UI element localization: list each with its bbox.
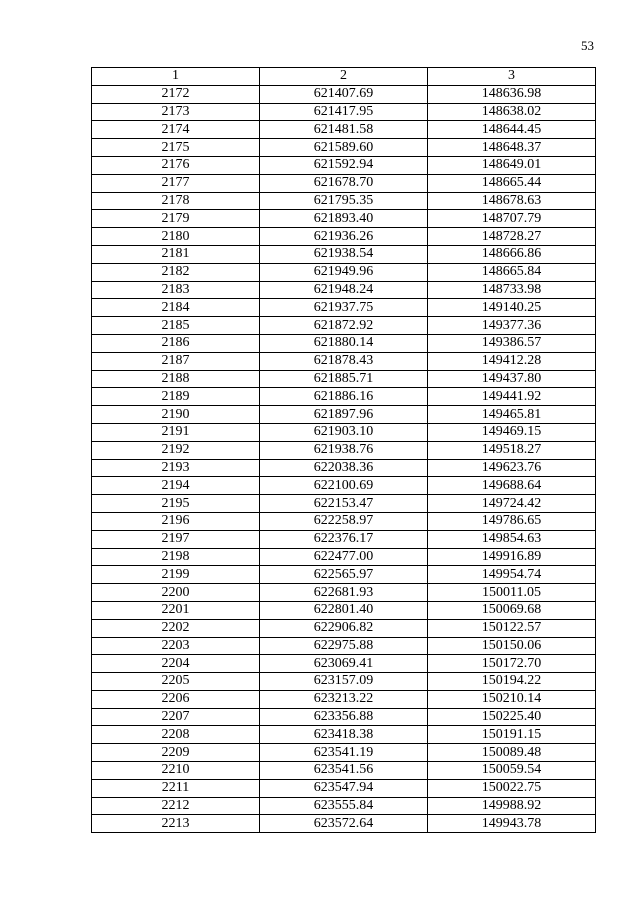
y-coordinate-cell: 148733.98 [428,281,596,299]
y-coordinate-cell: 150191.15 [428,726,596,744]
table-row [92,103,596,121]
x-coordinate-cell: 621893.40 [260,210,428,228]
table-row [92,317,596,335]
point-number-cell: 2206 [92,690,260,708]
y-coordinate-cell: 150210.14 [428,690,596,708]
table-row [92,352,596,370]
table-row [92,495,596,513]
column-header-1: 1 [92,68,260,86]
x-coordinate-cell: 623157.09 [260,673,428,691]
table-row [92,299,596,317]
y-coordinate-cell: 148665.84 [428,263,596,281]
page-number: 53 [581,38,594,53]
point-number-cell: 2204 [92,655,260,673]
point-number-cell: 2181 [92,245,260,263]
y-coordinate-cell: 148678.63 [428,192,596,210]
x-coordinate-cell: 621880.14 [260,334,428,352]
y-coordinate-cell: 149954.74 [428,566,596,584]
table-row [92,85,596,103]
x-coordinate-cell: 622153.47 [260,495,428,513]
table-row [92,815,596,833]
table-row [92,797,596,815]
point-number-cell: 2178 [92,192,260,210]
x-coordinate-cell: 623547.94 [260,779,428,797]
y-coordinate-cell: 148644.45 [428,121,596,139]
point-number-cell: 2182 [92,263,260,281]
y-coordinate-cell: 149786.65 [428,512,596,530]
point-number-cell: 2190 [92,406,260,424]
point-number-cell: 2199 [92,566,260,584]
table-row [92,566,596,584]
x-coordinate-cell: 623356.88 [260,708,428,726]
y-coordinate-cell: 148649.01 [428,156,596,174]
y-coordinate-cell: 149465.81 [428,406,596,424]
y-coordinate-cell: 150011.05 [428,584,596,602]
point-number-cell: 2188 [92,370,260,388]
point-number-cell: 2179 [92,210,260,228]
x-coordinate-cell: 623418.38 [260,726,428,744]
table-row [92,690,596,708]
point-number-cell: 2174 [92,121,260,139]
point-number-cell: 2189 [92,388,260,406]
y-coordinate-cell: 149518.27 [428,441,596,459]
table-row [92,637,596,655]
x-coordinate-cell: 621407.69 [260,85,428,103]
point-number-cell: 2208 [92,726,260,744]
table-row [92,139,596,157]
table-row [92,263,596,281]
point-number-cell: 2191 [92,423,260,441]
table-row [92,655,596,673]
x-coordinate-cell: 621936.26 [260,228,428,246]
x-coordinate-cell: 622477.00 [260,548,428,566]
y-coordinate-cell: 148665.44 [428,174,596,192]
header-row [92,68,596,86]
point-number-cell: 2200 [92,584,260,602]
x-coordinate-cell: 621589.60 [260,139,428,157]
x-coordinate-cell: 622681.93 [260,584,428,602]
point-number-cell: 2183 [92,281,260,299]
x-coordinate-cell: 622258.97 [260,512,428,530]
x-coordinate-cell: 622100.69 [260,477,428,495]
table-row [92,174,596,192]
table-row [92,441,596,459]
y-coordinate-cell: 149854.63 [428,530,596,548]
point-number-cell: 2187 [92,352,260,370]
point-number-cell: 2202 [92,619,260,637]
table-row [92,423,596,441]
table-body [92,85,596,832]
x-coordinate-cell: 622801.40 [260,601,428,619]
table-row [92,708,596,726]
point-number-cell: 2207 [92,708,260,726]
y-coordinate-cell: 148638.02 [428,103,596,121]
table-row [92,228,596,246]
table-row [92,156,596,174]
y-coordinate-cell: 150150.06 [428,637,596,655]
x-coordinate-cell: 621897.96 [260,406,428,424]
table-row [92,530,596,548]
table-row [92,388,596,406]
y-coordinate-cell: 149623.76 [428,459,596,477]
point-number-cell: 2205 [92,673,260,691]
y-coordinate-cell: 149441.92 [428,388,596,406]
y-coordinate-cell: 148666.86 [428,245,596,263]
table-row [92,762,596,780]
y-coordinate-cell: 149377.36 [428,317,596,335]
table-row [92,121,596,139]
table-row [92,210,596,228]
x-coordinate-cell: 623069.41 [260,655,428,673]
x-coordinate-cell: 621949.96 [260,263,428,281]
point-number-cell: 2177 [92,174,260,192]
table-row [92,406,596,424]
table-row [92,370,596,388]
y-coordinate-cell: 149916.89 [428,548,596,566]
table-row [92,548,596,566]
coordinates-table [91,67,596,833]
x-coordinate-cell: 622565.97 [260,566,428,584]
point-number-cell: 2197 [92,530,260,548]
point-number-cell: 2172 [92,85,260,103]
column-header-3: 3 [428,68,596,86]
x-coordinate-cell: 621592.94 [260,156,428,174]
point-number-cell: 2198 [92,548,260,566]
x-coordinate-cell: 622376.17 [260,530,428,548]
y-coordinate-cell: 149724.42 [428,495,596,513]
point-number-cell: 2193 [92,459,260,477]
point-number-cell: 2180 [92,228,260,246]
y-coordinate-cell: 148707.79 [428,210,596,228]
x-coordinate-cell: 622038.36 [260,459,428,477]
table-row [92,619,596,637]
x-coordinate-cell: 621885.71 [260,370,428,388]
point-number-cell: 2212 [92,797,260,815]
table-row [92,192,596,210]
x-coordinate-cell: 621938.54 [260,245,428,263]
y-coordinate-cell: 149437.80 [428,370,596,388]
point-number-cell: 2192 [92,441,260,459]
y-coordinate-cell: 148648.37 [428,139,596,157]
y-coordinate-cell: 149688.64 [428,477,596,495]
x-coordinate-cell: 621481.58 [260,121,428,139]
x-coordinate-cell: 621938.76 [260,441,428,459]
x-coordinate-cell: 621886.16 [260,388,428,406]
x-coordinate-cell: 623541.56 [260,762,428,780]
point-number-cell: 2196 [92,512,260,530]
column-header-2: 2 [260,68,428,86]
table-row [92,512,596,530]
x-coordinate-cell: 621872.92 [260,317,428,335]
table-row [92,281,596,299]
x-coordinate-cell: 623572.64 [260,815,428,833]
y-coordinate-cell: 150225.40 [428,708,596,726]
x-coordinate-cell: 621417.95 [260,103,428,121]
y-coordinate-cell: 149140.25 [428,299,596,317]
y-coordinate-cell: 150059.54 [428,762,596,780]
y-coordinate-cell: 150172.70 [428,655,596,673]
table-header [92,68,596,86]
table-row [92,601,596,619]
x-coordinate-cell: 621795.35 [260,192,428,210]
point-number-cell: 2203 [92,637,260,655]
table-row [92,673,596,691]
point-number-cell: 2194 [92,477,260,495]
point-number-cell: 2209 [92,744,260,762]
point-number-cell: 2211 [92,779,260,797]
x-coordinate-cell: 621937.75 [260,299,428,317]
x-coordinate-cell: 622906.82 [260,619,428,637]
table-row [92,779,596,797]
point-number-cell: 2195 [92,495,260,513]
y-coordinate-cell: 150122.57 [428,619,596,637]
point-number-cell: 2173 [92,103,260,121]
y-coordinate-cell: 149412.28 [428,352,596,370]
x-coordinate-cell: 621878.43 [260,352,428,370]
table-row [92,245,596,263]
point-number-cell: 2210 [92,762,260,780]
table-row [92,744,596,762]
y-coordinate-cell: 149988.92 [428,797,596,815]
y-coordinate-cell: 150069.68 [428,601,596,619]
table-row [92,477,596,495]
y-coordinate-cell: 148728.27 [428,228,596,246]
y-coordinate-cell: 150194.22 [428,673,596,691]
y-coordinate-cell: 150022.75 [428,779,596,797]
x-coordinate-cell: 623555.84 [260,797,428,815]
y-coordinate-cell: 149386.57 [428,334,596,352]
x-coordinate-cell: 623213.22 [260,690,428,708]
y-coordinate-cell: 150089.48 [428,744,596,762]
point-number-cell: 2185 [92,317,260,335]
point-number-cell: 2184 [92,299,260,317]
x-coordinate-cell: 621903.10 [260,423,428,441]
y-coordinate-cell: 148636.98 [428,85,596,103]
x-coordinate-cell: 621948.24 [260,281,428,299]
table-row [92,584,596,602]
y-coordinate-cell: 149469.15 [428,423,596,441]
point-number-cell: 2213 [92,815,260,833]
x-coordinate-cell: 622975.88 [260,637,428,655]
table-row [92,459,596,477]
y-coordinate-cell: 149943.78 [428,815,596,833]
point-number-cell: 2175 [92,139,260,157]
x-coordinate-cell: 623541.19 [260,744,428,762]
point-number-cell: 2186 [92,334,260,352]
point-number-cell: 2176 [92,156,260,174]
x-coordinate-cell: 621678.70 [260,174,428,192]
table-row [92,726,596,744]
table-row [92,334,596,352]
point-number-cell: 2201 [92,601,260,619]
